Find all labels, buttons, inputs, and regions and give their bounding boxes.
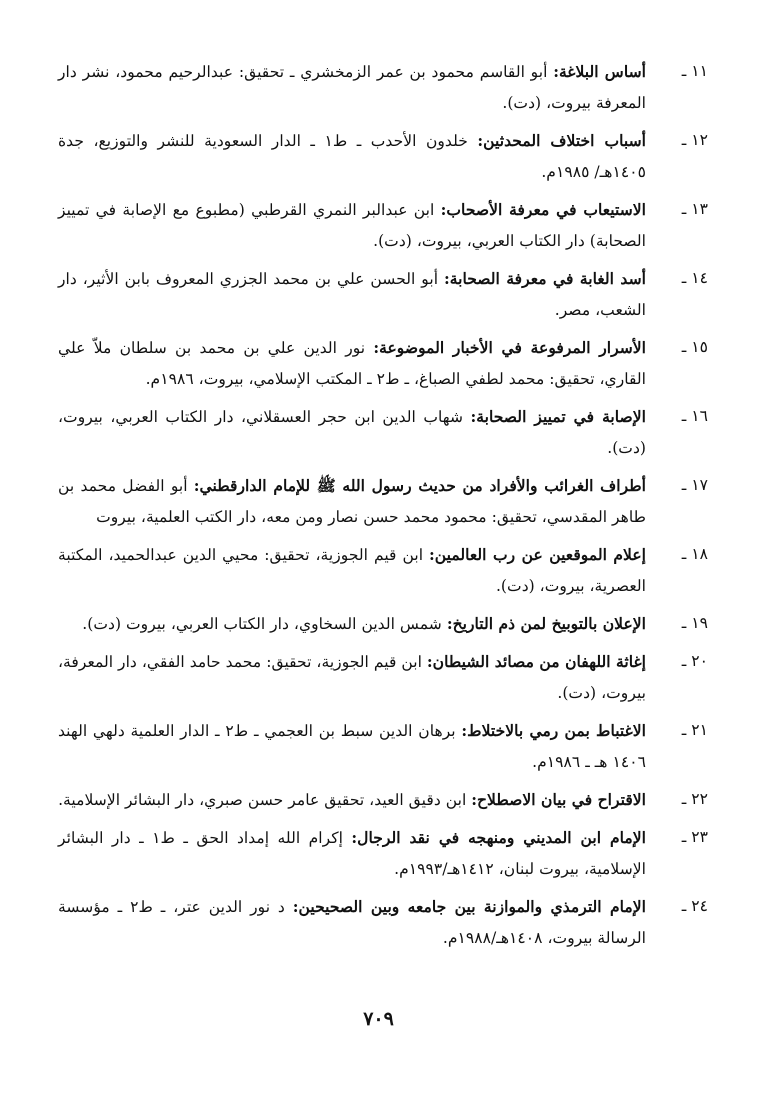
entry-details: د نور الدين عتر، ـ ط٢ ـ مؤسسة الرسالة بيروت، ١٤٠٨هـ/١٩٨٨م.: [58, 898, 646, 947]
entry-title: إغاثة اللهفان من مصائد الشيطان:: [426, 652, 646, 671]
bibliography-entry-14: [58, 263, 708, 326]
bibliography-entry-17: [58, 470, 708, 533]
bibliography-entry-21: [58, 715, 708, 778]
bibliography-entry-13: [58, 194, 708, 257]
entry-details: أبو القاسم محمود بن عمر الزمخشري ـ تحقيق: عبدالرحيم محمود، نشر دار المعرفة بيروت، (دت).: [58, 63, 646, 112]
entry-details: أبو الحسن علي بن محمد الجزري المعروف بابن الأثير، دار الشعب، مصر.: [58, 270, 646, 319]
entry-details: خلدون الأحدب ـ ط١ ـ الدار السعودية للنشر والتوزيع، جدة ١٤٠٥هـ/ ١٩٨٥م.: [58, 132, 646, 181]
entry-title: أساس البلاغة:: [553, 62, 646, 81]
entry-number: ١٤ ـ: [681, 269, 708, 287]
entry-number: ١١ ـ: [681, 62, 708, 80]
entry-number: ١٩ ـ: [681, 614, 708, 632]
entry-title: أسد الغابة في معرفة الصحابة:: [444, 269, 647, 288]
entry-title: الإعلان بالتوبيخ لمن ذم التاريخ:: [446, 614, 646, 633]
entry-details: ابن قيم الجوزية، تحقيق: محمد حامد الفقي، دار المعرفة، بيروت، (دت).: [58, 653, 646, 702]
entry-title: أسباب اختلاف المحدثين:: [477, 131, 646, 150]
entry-details: شمس الدين السخاوي، دار الكتاب العربي، بيروت (دت).: [82, 615, 447, 633]
entry-number: ١٨ ـ: [681, 545, 708, 563]
bibliography-entry-16: [58, 401, 708, 464]
entry-details: إكرام الله إمداد الحق ـ ط١ ـ دار البشائر الإسلامية، بيروت لبنان، ١٤١٢هـ/١٩٩٣م.: [58, 829, 646, 878]
entry-details: نور الدين علي بن محمد بن سلطان ملاّ علي القاري، تحقيق: محمد لطفي الصباغ، ـ ط٢ ـ المكتب الإسلامي، بيروت، ١٩٨٦م.: [58, 339, 646, 388]
bibliography-entry-15: [58, 332, 708, 395]
bibliography-entry-22: [58, 784, 708, 816]
entry-details: شهاب الدين ابن حجر العسقلاني، دار الكتاب العربي، بيروت، (دت).: [58, 408, 646, 457]
entry-title: الاقتراح في بيان الاصطلاح:: [471, 790, 646, 809]
entry-details: ابن قيم الجوزية، تحقيق: محيي الدين عبدالحميد، المكتبة العصرية، بيروت، (دت).: [58, 546, 646, 595]
page-number: ٧٠٩: [363, 1008, 394, 1030]
entry-title: إعلام الموقعين عن رب العالمين:: [429, 545, 646, 564]
entry-details: ابن عبدالبر النمري القرطبي (مطبوع مع الإصابة في تمييز الصحابة) دار الكتاب العربي، بيروت، (دت).: [58, 201, 646, 250]
entry-title: الاغتباط بمن رمي بالاختلاط:: [461, 721, 646, 740]
bibliography-entry-24: [58, 891, 708, 954]
bibliography-entry-12: [58, 125, 708, 188]
entry-number: ٢٢ ـ: [681, 790, 708, 808]
entry-title: الإمام الترمذي والموازنة بين جامعه وبين الصحيحين:: [292, 897, 646, 916]
entry-number: ٢٤ ـ: [681, 897, 708, 915]
bibliography-entry-19: [58, 608, 708, 640]
entry-number: ٢١ ـ: [681, 721, 708, 739]
entry-title: أطراف الغرائب والأفراد من حديث رسول الله ﷺ للإمام الدارقطني:: [193, 476, 646, 495]
entry-number: ١٧ ـ: [681, 476, 708, 494]
entry-details: برهان الدين سبط بن العجمي ـ ط٢ ـ الدار العلمية دلهي الهند ١٤٠٦ هـ ـ ١٩٨٦م.: [58, 722, 646, 771]
entry-details: ابن دقيق العيد، تحقيق عامر حسن صبري، دار البشائر الإسلامية.: [58, 791, 472, 809]
bibliography-entry-18: [58, 539, 708, 602]
bibliography-entry-20: [58, 646, 708, 709]
entry-title: الاستيعاب في معرفة الأصحاب:: [440, 200, 646, 219]
entry-title: الأسرار المرفوعة في الأخبار الموضوعة:: [373, 338, 646, 357]
bibliography-entry-23: [58, 822, 708, 885]
entry-number: ٢٣ ـ: [681, 828, 708, 846]
bibliography-list: [58, 56, 708, 960]
entry-number: ١٥ ـ: [681, 338, 708, 356]
entry-number: ١٦ ـ: [681, 407, 708, 425]
entry-title: الإصابة في تمييز الصحابة:: [470, 407, 646, 426]
entry-details: أبو الفضل محمد بن طاهر المقدسي، تحقيق: محمود محمد حسن نصار ومن معه، دار الكتب العلمية، بيروت: [58, 477, 646, 526]
entry-number: ٢٠ ـ: [681, 652, 708, 670]
bibliography-entry-11: [58, 56, 708, 119]
entry-title: الإمام ابن المديني ومنهجه في نقد الرجال:: [351, 828, 646, 847]
entry-number: ١٢ ـ: [681, 131, 708, 149]
entry-number: ١٣ ـ: [681, 200, 708, 218]
